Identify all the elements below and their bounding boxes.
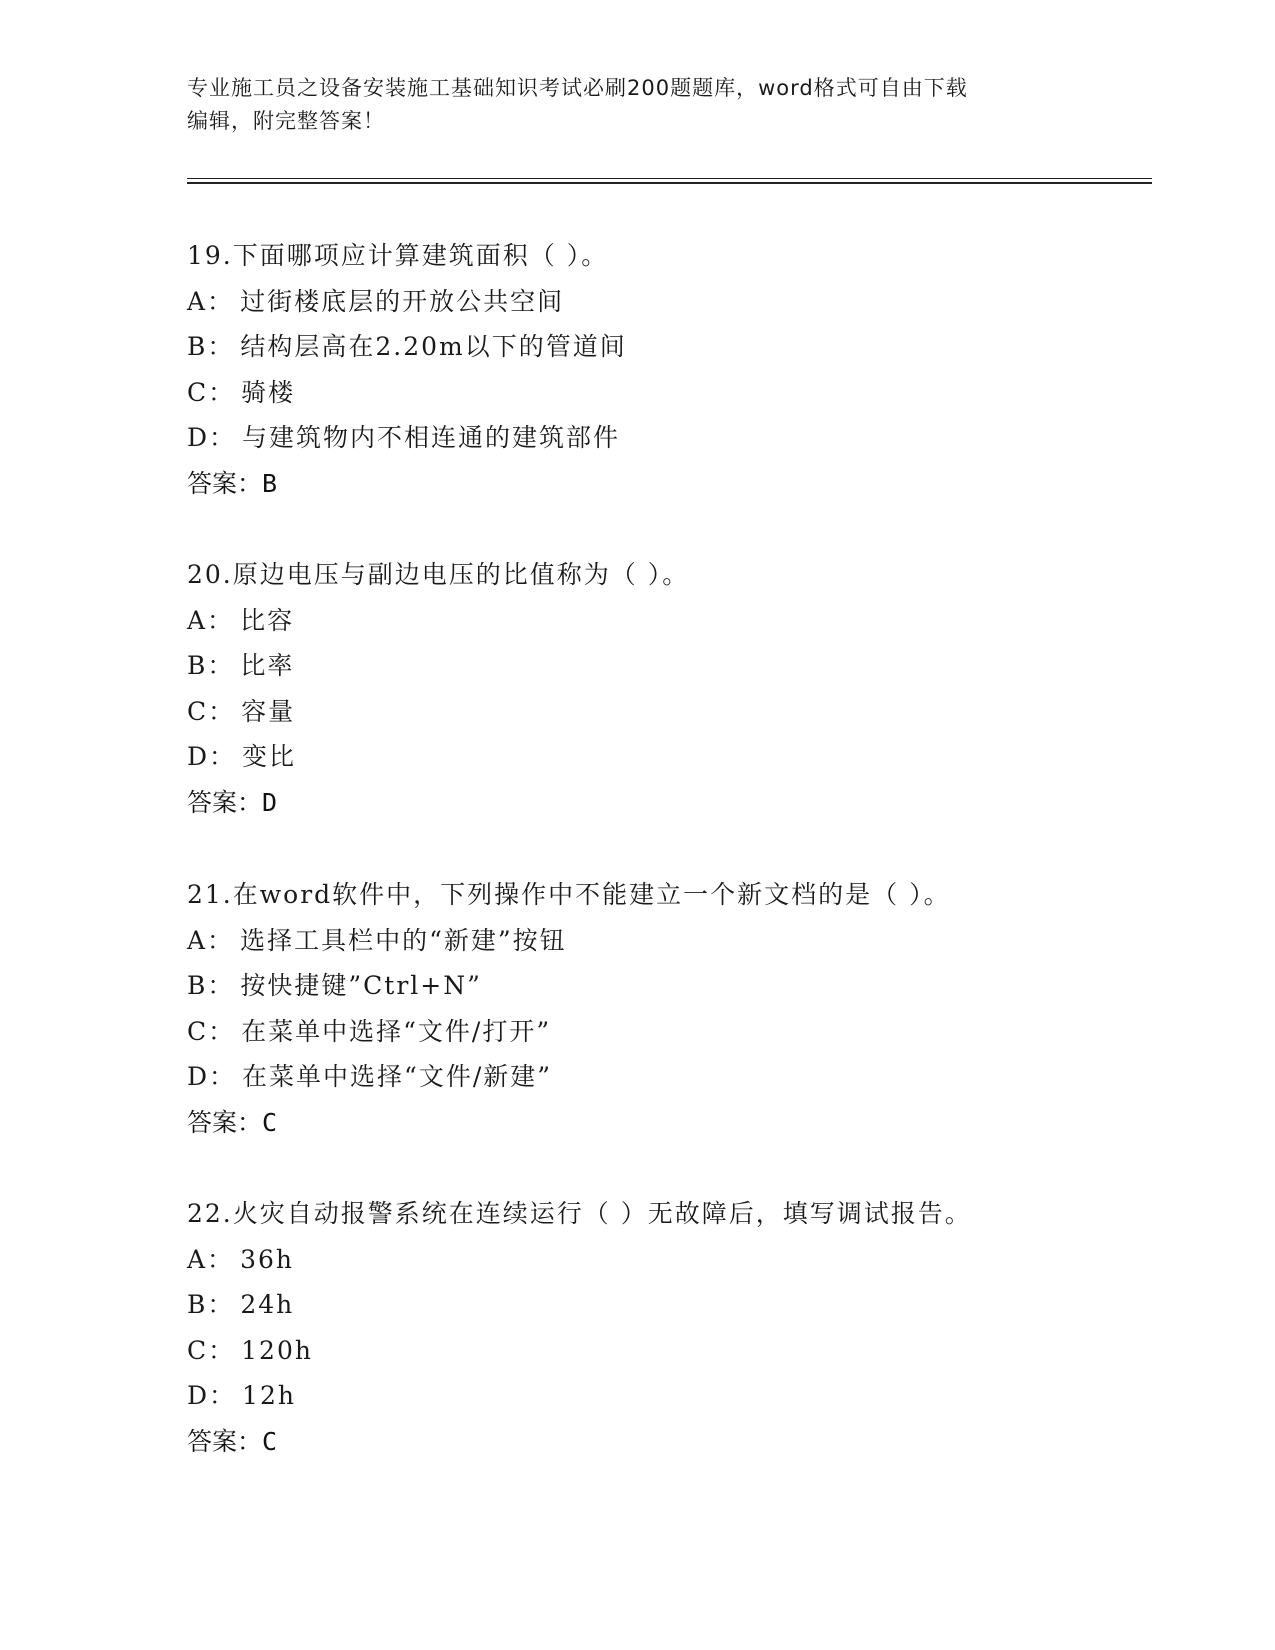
option-c bbox=[187, 1328, 1147, 1374]
answer-label: 答案： bbox=[187, 1426, 263, 1456]
answer bbox=[187, 461, 1147, 507]
option-text: 12h bbox=[242, 1381, 296, 1410]
option-text: 36h bbox=[240, 1244, 294, 1274]
answer bbox=[187, 1100, 1147, 1146]
option-text: 在菜单中选择“文件/新建” bbox=[242, 1062, 553, 1091]
option-letter: D： bbox=[187, 1381, 237, 1410]
option-text: 按快捷键”Ctrl+N” bbox=[240, 971, 482, 1000]
option-a bbox=[187, 1237, 1147, 1283]
option-letter: D： bbox=[187, 1062, 237, 1091]
option-b bbox=[187, 963, 1147, 1009]
option-letter: B： bbox=[187, 651, 235, 680]
option-a bbox=[187, 598, 1147, 644]
answer-value: C bbox=[262, 1107, 278, 1137]
option-letter: A： bbox=[187, 286, 235, 316]
option-letter: D： bbox=[187, 423, 237, 452]
document-header bbox=[187, 72, 1087, 138]
answer-value: C bbox=[262, 1426, 278, 1456]
option-text: 与建筑物内不相连通的建筑部件 bbox=[242, 423, 621, 452]
option-text: 变比 bbox=[242, 742, 297, 771]
answer-label: 答案： bbox=[187, 1107, 263, 1137]
answer-value: D bbox=[262, 787, 278, 817]
option-letter: A： bbox=[187, 605, 235, 635]
option-letter: A： bbox=[187, 1244, 235, 1274]
option-text: 比率 bbox=[240, 651, 295, 680]
option-letter: C： bbox=[187, 1016, 236, 1046]
option-text: 容量 bbox=[241, 696, 296, 726]
option-c bbox=[187, 370, 1147, 416]
question-22 bbox=[187, 1191, 1147, 1464]
question-stem: 19.下面哪项应计算建筑面积（ ）。 bbox=[187, 241, 609, 270]
option-text: 选择工具栏中的“新建”按钮 bbox=[240, 925, 567, 955]
option-text: 骑楼 bbox=[241, 377, 296, 407]
header-title-line-2: 编辑，附完整答案！ bbox=[187, 109, 385, 133]
header-divider-top bbox=[187, 178, 1152, 179]
option-text: 过街楼底层的开放公共空间 bbox=[240, 286, 565, 316]
option-d bbox=[187, 415, 1147, 461]
option-text: 24h bbox=[240, 1290, 295, 1319]
option-a bbox=[187, 279, 1147, 325]
option-a bbox=[187, 918, 1147, 964]
question-stem: 20.原边电压与副边电压的比值称为（ ）。 bbox=[187, 560, 690, 589]
question-stem: 22.火灾自动报警系统在连续运行（ ）无故障后，填写调试报告。 bbox=[187, 1199, 972, 1228]
option-d bbox=[187, 1054, 1147, 1100]
question-19 bbox=[187, 233, 1147, 506]
header-title-line-1: 专业施工员之设备安装施工基础知识考试必刷200题题库，word格式可自由下载 bbox=[187, 76, 968, 100]
option-text: 比容 bbox=[240, 605, 295, 635]
option-c bbox=[187, 689, 1147, 735]
question-21 bbox=[187, 872, 1147, 1145]
answer bbox=[187, 780, 1147, 826]
option-b bbox=[187, 324, 1147, 370]
answer-value: B bbox=[262, 468, 278, 498]
option-letter: B： bbox=[187, 1290, 235, 1319]
option-d bbox=[187, 1373, 1147, 1419]
option-letter: B： bbox=[187, 971, 235, 1000]
option-text: 在菜单中选择“文件/打开” bbox=[241, 1016, 552, 1046]
question-20 bbox=[187, 552, 1147, 825]
option-d bbox=[187, 734, 1147, 780]
option-letter: A： bbox=[187, 925, 235, 955]
answer-label: 答案： bbox=[187, 468, 263, 498]
option-letter: C： bbox=[187, 696, 236, 726]
option-letter: C： bbox=[187, 377, 236, 407]
option-letter: C： bbox=[187, 1335, 236, 1365]
option-letter: D： bbox=[187, 742, 237, 771]
answer bbox=[187, 1419, 1147, 1465]
option-b bbox=[187, 1282, 1147, 1328]
question-stem: 21.在word软件中，下列操作中不能建立一个新文档的是（ ）。 bbox=[187, 880, 951, 909]
option-text: 120h bbox=[241, 1335, 313, 1365]
header-divider-bottom bbox=[187, 182, 1152, 184]
option-text: 结构层高在2.20m以下的管道间 bbox=[240, 332, 627, 361]
option-b bbox=[187, 643, 1147, 689]
option-letter: B： bbox=[187, 332, 235, 361]
option-c bbox=[187, 1009, 1147, 1055]
answer-label: 答案： bbox=[187, 787, 263, 817]
